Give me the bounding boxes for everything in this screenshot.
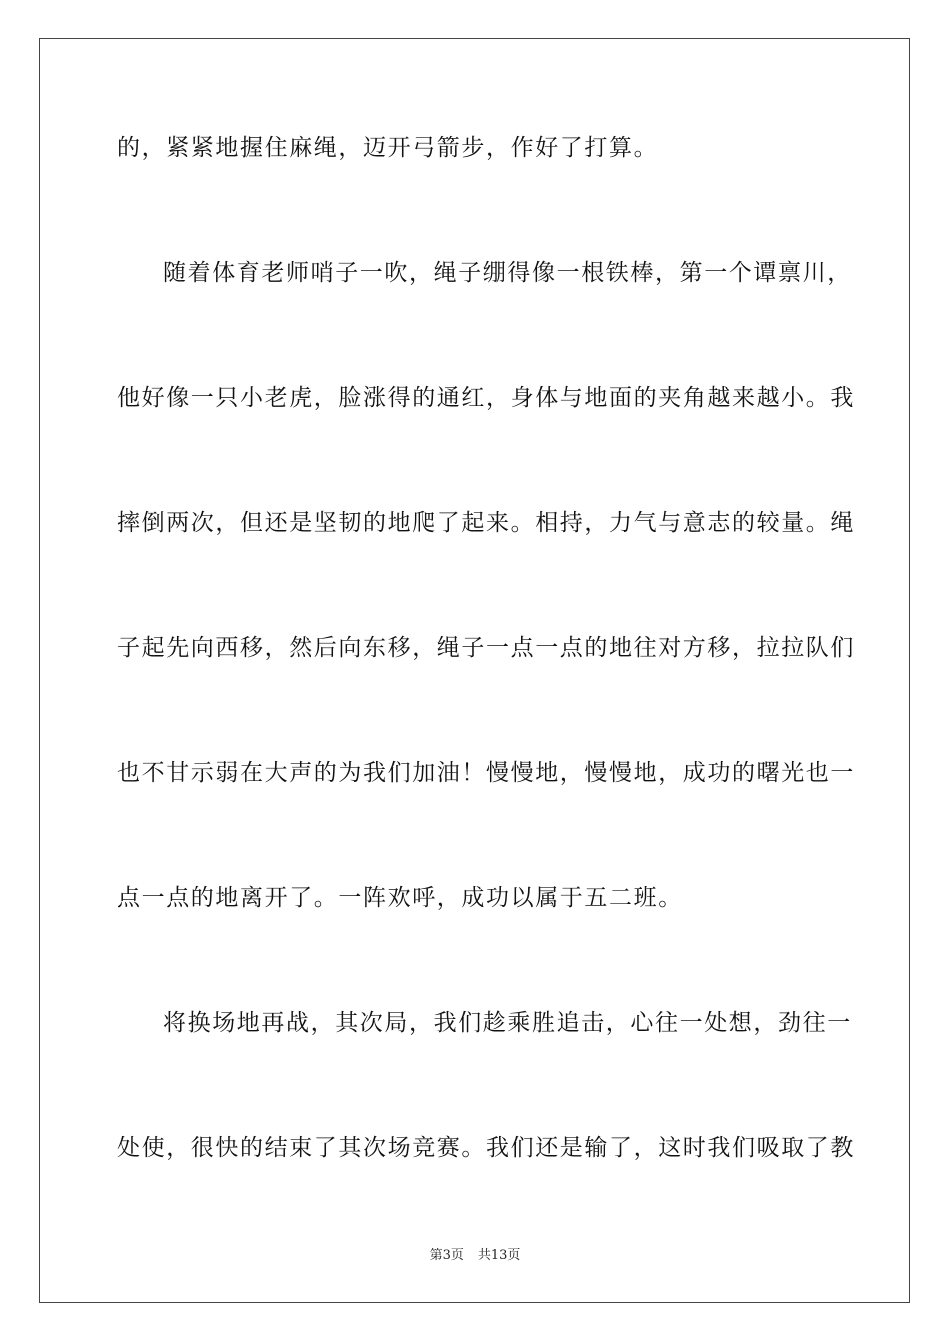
page-total: 共13页 [477,1248,521,1263]
paragraph-line-8: 将换场地再战，其次局，我们趁乘胜追击，心往一处想，劲往一 [163,1010,852,1036]
paragraph-line-2: 随着体育老师哨子一吹，绳子绷得像一根铁棒，第一个谭禀川， [163,260,852,286]
page-border [39,38,910,1303]
paragraph-line-6: 也不甘示弱在大声的为我们加油！慢慢地，慢慢地，成功的曙光也一 [117,760,855,786]
paragraph-line-3: 他好像一只小老虎，脸涨得的通红，身体与地面的夹角越来越小。我 [117,385,855,411]
paragraph-line-7: 点一点的地离开了。一阵欢呼，成功以属于五二班。 [117,885,683,911]
paragraph-line-5: 子起先向西移，然后向东移，绳子一点一点的地往对方移，拉拉队们 [117,635,855,661]
paragraph-line-1: 的，紧紧地握住麻绳，迈开弓箭步，作好了打算。 [117,135,659,161]
paragraph-line-4: 摔倒两次，但还是坚韧的地爬了起来。相持，力气与意志的较量。绳 [117,510,855,536]
page-number: 第3页 [429,1248,464,1263]
page-footer [0,1247,950,1265]
paragraph-line-9: 处使，很快的结束了其次场竞赛。我们还是输了，这时我们吸取了教 [117,1135,855,1161]
